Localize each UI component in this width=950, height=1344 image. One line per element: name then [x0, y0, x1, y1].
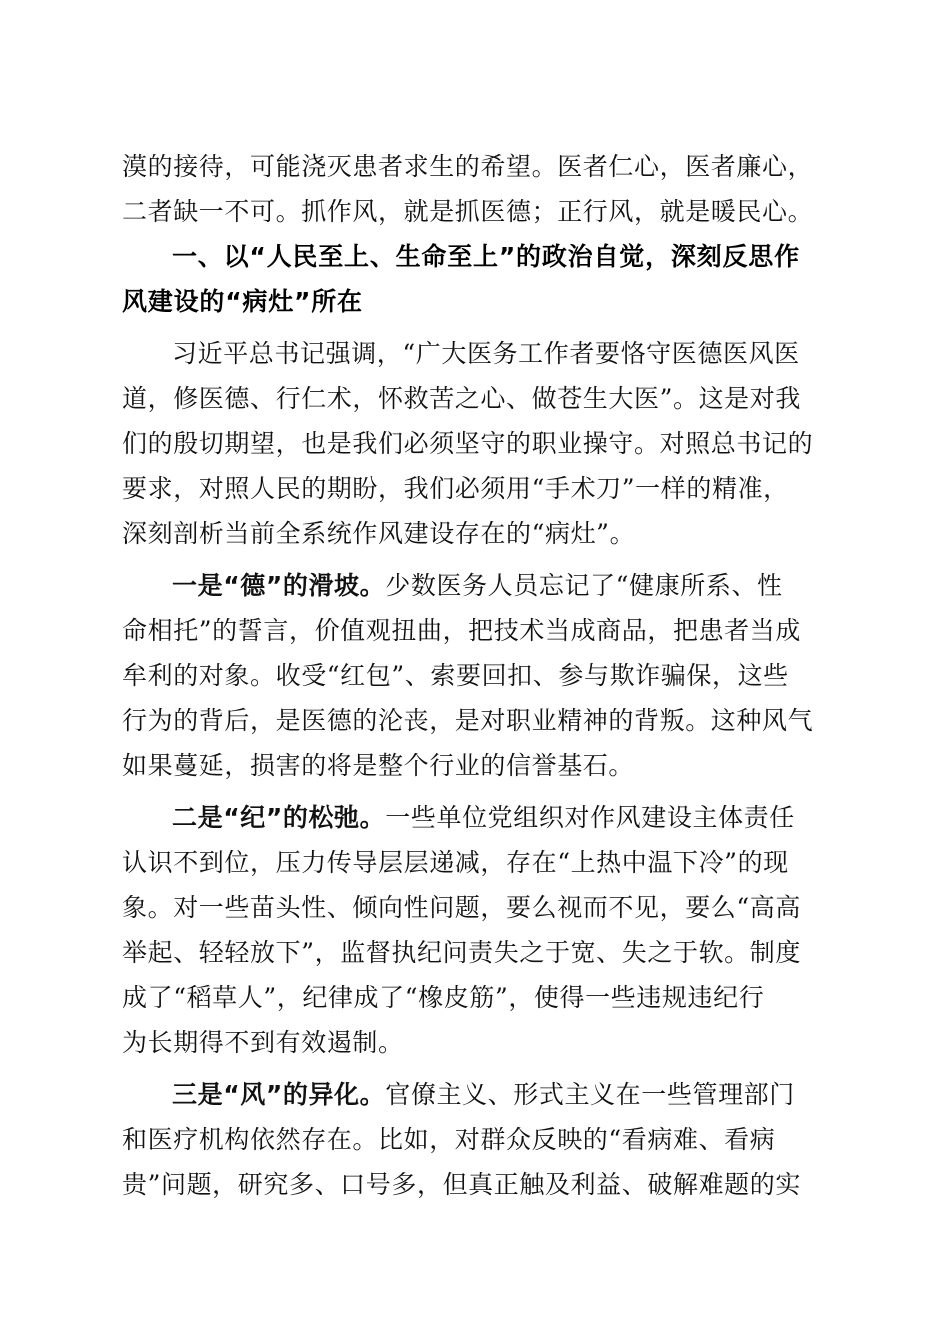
text-run: 少数医务人员忘记了“健康所系、性	[385, 571, 783, 600]
text-line: 和医疗机构依然存在。比如，对群众反映的“看病难、看病	[122, 1125, 776, 1154]
paragraph-4	[122, 1072, 826, 1207]
text-line	[122, 1072, 826, 1117]
text-line: 贵”问题，研究多、口号多，但真正触及利益、破解难题的实	[122, 1170, 801, 1199]
paragraph-1	[122, 331, 826, 556]
text-line: 二者缺一不可。抓作风，就是抓医德；正行风，就是暖民心。	[122, 197, 814, 226]
text-line: 道，修医德、行仁术，怀救苦之心、做苍生大医”。这是对我	[122, 384, 801, 413]
text-line: 牟利的对象。收受“红包”、索要回扣、参与欺诈骗保，这些	[122, 661, 789, 690]
text-line: 漠的接待，可能浇灭患者求生的希望。医者仁心，医者廉心，	[122, 152, 814, 181]
text-line: 习近平总书记强调，“广大医务工作者要恪守医德医风医	[172, 339, 800, 368]
section-heading	[122, 234, 826, 324]
text-line: 举起、轻轻放下”，监督执纪问责失之于宽、失之于软。制度	[122, 938, 801, 967]
heading-line: 风建设的“病灶”所在	[122, 287, 363, 316]
paragraph-intro	[122, 144, 826, 234]
text-line: 们的殷切期望，也是我们必须坚守的职业操守。对照总书记的	[122, 429, 814, 458]
paragraph-2	[122, 563, 826, 788]
paragraph-lead: 一是“德”的滑坡。	[172, 571, 386, 600]
paragraph-lead: 三是“风”的异化。	[172, 1080, 386, 1109]
text-run: 一些单位党组织对作风建设主体责任	[385, 803, 795, 832]
text-run: 官僚主义、形式主义在一些管理部门	[385, 1080, 795, 1109]
paragraph-lead: 二是“纪”的松弛。	[172, 803, 386, 832]
text-line	[122, 563, 826, 608]
text-line: 命相托”的誓言，价值观扭曲，把技术当成商品，把患者当成	[122, 616, 801, 645]
text-line: 要求，对照人民的期盼，我们必须用“手术刀”一样的精准，	[122, 474, 789, 503]
text-line: 如果蔓延，损害的将是整个行业的信誉基石。	[122, 751, 635, 780]
text-line: 深刻剖析当前全系统作风建设存在的“病灶”。	[122, 519, 636, 548]
text-line	[122, 795, 826, 840]
text-line: 象。对一些苗头性、倾向性问题，要么视而不见，要么“高高	[122, 893, 801, 922]
paragraph-3	[122, 795, 826, 1065]
document-body	[122, 144, 826, 1207]
heading-line: 一、以“人民至上、生命至上”的政治自觉，深刻反思作	[172, 242, 800, 271]
text-line: 行为的背后，是医德的沦丧，是对职业精神的背叛。这种风气	[122, 706, 814, 735]
text-line: 成了“稻草人”，纪律成了“橡皮筋”，使得一些违规违纪行	[122, 983, 765, 1012]
text-line: 为长期得不到有效遏制。	[122, 1028, 404, 1057]
text-line: 认识不到位，压力传导层层递减，存在“上热中温下冷”的现	[122, 848, 789, 877]
